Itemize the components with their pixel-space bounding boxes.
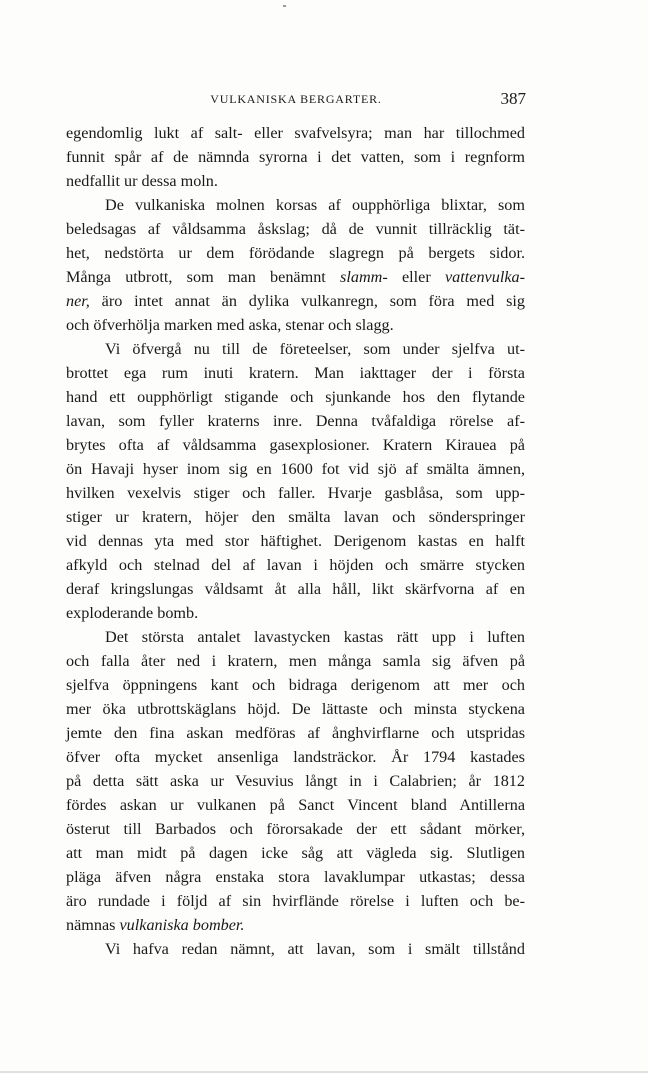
- text-line: öfver ofta mycket ansenliga landsträckor. År 1794 kastades: [66, 748, 525, 766]
- text-line: [66, 265, 525, 289]
- text-line: österut till Barbados och förorsakade der ett sådant mörker,: [66, 820, 525, 838]
- text-line: De vulkaniska molnen korsas af oupphörliga blixtar, som: [105, 196, 525, 214]
- italic-term: vattenvulka-: [445, 268, 525, 286]
- text-line: vid dennas yta med stor häftighet. Derigenom kastas en halft: [66, 532, 525, 550]
- text-line: [66, 913, 525, 937]
- text-run: äro intet annat än dylika vulkanregn, som föra med sig: [89, 292, 525, 310]
- print-speck: [283, 5, 286, 7]
- italic-term: slamm-: [340, 268, 388, 286]
- text-line: egendomlig lukt af salt- eller svafvelsyra; man har tillochmed: [66, 124, 525, 142]
- text-run: eller: [387, 268, 445, 286]
- text-line: på detta sätt aska ur Vesuvius långt in i Calabrien; år 1812: [66, 772, 525, 790]
- text-line: het, nedstörta ur dem förödande slagregn på bergets sidor.: [66, 244, 525, 262]
- text-line: hvilken vexelvis stiger och faller. Hvarje gasblåsa, som upp-: [66, 484, 525, 502]
- text-run: nämnas: [66, 916, 120, 934]
- text-line: lavan, som fyller kraterns inre. Denna tvåfaldiga rörelse af-: [66, 412, 525, 430]
- page-number: 387: [500, 89, 526, 108]
- text-line: Vi hafva redan nämnt, att lavan, som i smält tillstånd: [105, 940, 525, 958]
- text-line: och öfverhölja marken med aska, stenar och slagg.: [66, 316, 394, 334]
- running-title: VULKANISKA BERGARTER.: [210, 92, 382, 106]
- text-line: nedfallit ur dessa moln.: [66, 172, 218, 190]
- text-line: jemte den fina askan medföras af ånghvirflarne och utspridas: [66, 724, 525, 742]
- text-line: ön Havaji hyser inom sig en 1600 fot vid sjö af smälta ämnen,: [66, 460, 525, 478]
- text-line: pläga äfven några enstaka stora lavaklumpar utkastas; dessa: [66, 868, 525, 886]
- body-text: [66, 121, 525, 961]
- text-line: deraf kringslungas våldsamt åt alla håll, likt skärfvorna af en: [66, 580, 525, 598]
- italic-term: ner,: [66, 292, 90, 310]
- text-line: exploderande bomb.: [66, 604, 199, 622]
- text-run: Många utbrott, som man benämnt: [66, 268, 341, 286]
- text-line: sjelfva öppningens kant och bidraga derigenom att mer och: [66, 676, 525, 694]
- text-line: hand ett oupphörligt stigande och sjunkande hos den flytande: [66, 388, 525, 406]
- text-line: äro rundade i följd af sin hvirflände rörelse i luften och be-: [66, 892, 525, 910]
- text-line: beledsagas af våldsamma åskslag; då de vunnit tillräcklig tät-: [66, 220, 525, 238]
- text-line: att man midt på dagen icke såg att vägleda sig. Slutligen: [66, 844, 525, 862]
- italic-term: vulkaniska bomber.: [119, 916, 245, 934]
- text-line: fördes askan ur vulkanen på Sanct Vincent bland Antillerna: [66, 796, 525, 814]
- text-line: [66, 289, 525, 313]
- text-line: afkyld och stelnad del af lavan i höjden och smärre stycken: [66, 556, 525, 574]
- running-head: [66, 89, 526, 109]
- text-line: brytes ofta af våldsamma gasexplosioner. Kratern Kiraueа på: [66, 436, 525, 454]
- text-line: Vi öfvergå nu till de företeelser, som under sjelfva ut-: [105, 340, 525, 358]
- text-line: mer öka utbrottskäglans höjd. De lättaste och minsta styckena: [66, 700, 525, 718]
- text-line: stiger ur kratern, höjer den smälta lavan och sönderspringer: [66, 508, 525, 526]
- text-line: brottet ega rum inuti kratern. Man iakttager der i första: [66, 364, 525, 382]
- text-line: och falla åter ned i kratern, men många samla sig äfven på: [66, 652, 525, 670]
- text-line: Det största antalet lavastycken kastas rätt upp i luften: [105, 628, 525, 646]
- text-line: funnit spår af de nämnda syrorna i det vatten, som i regnform: [66, 148, 525, 166]
